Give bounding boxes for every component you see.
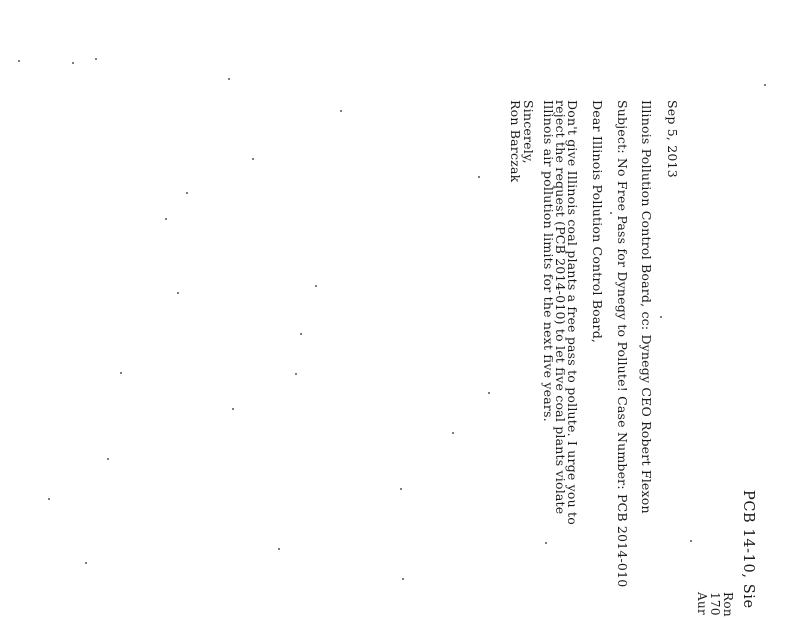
scan-speck	[232, 408, 234, 410]
scan-speck	[120, 372, 122, 374]
scan-speck	[228, 78, 230, 80]
letter-date: Sep 5, 2013	[665, 100, 680, 178]
scan-speck	[252, 158, 254, 160]
scan-speck	[402, 578, 404, 580]
scan-speck	[660, 316, 662, 318]
letter-body-line: reject the request (PCB 2014-010) to let five coal plants violate	[553, 100, 568, 515]
scan-speck	[478, 176, 480, 178]
scan-speck	[488, 392, 490, 394]
scan-speck	[764, 84, 766, 86]
scan-speck	[340, 110, 342, 112]
scan-speck	[690, 540, 692, 542]
letter-recipients: Illinois Pollution Control Board, cc: Dynegy CEO Robert Flexon	[639, 100, 654, 514]
scan-speck	[95, 58, 97, 60]
scan-speck	[300, 333, 302, 335]
letter-salutation: Dear Illinois Pollution Control Board,	[590, 100, 605, 344]
sender-address-fragment: 170	[708, 592, 722, 616]
scan-speck	[18, 60, 20, 62]
letter-body-line: Illinois air pollution limits for the next five years.	[541, 100, 556, 422]
sender-city-fragment: Aur	[695, 592, 709, 616]
scan-speck	[85, 562, 87, 564]
scan-speck	[177, 292, 179, 294]
scan-speck	[278, 548, 280, 550]
letter-closing: Sincerely,	[521, 100, 536, 164]
case-reference-header: PCB 14-10, Sie	[740, 490, 756, 609]
letter-subject: Subject: No Free Pass for Dynegy to Pollute! Case Number: PCB 2014-010	[615, 100, 630, 588]
sender-name-fragment: Ron	[721, 592, 735, 617]
scan-speck	[295, 373, 297, 375]
scan-speck	[545, 542, 547, 544]
letter-signature: Ron Barczak	[508, 100, 523, 183]
scan-speck	[452, 432, 454, 434]
scan-speck	[107, 458, 109, 460]
scan-speck	[315, 285, 317, 287]
scan-speck	[610, 212, 612, 214]
letter-body-line: Don't give Illinois coal plants a free pass to pollute. I urge you to	[565, 100, 580, 526]
scan-speck	[186, 192, 188, 194]
scan-speck	[72, 62, 74, 64]
scan-speck	[165, 218, 167, 220]
scan-speck	[48, 498, 50, 500]
scan-speck	[400, 488, 402, 490]
